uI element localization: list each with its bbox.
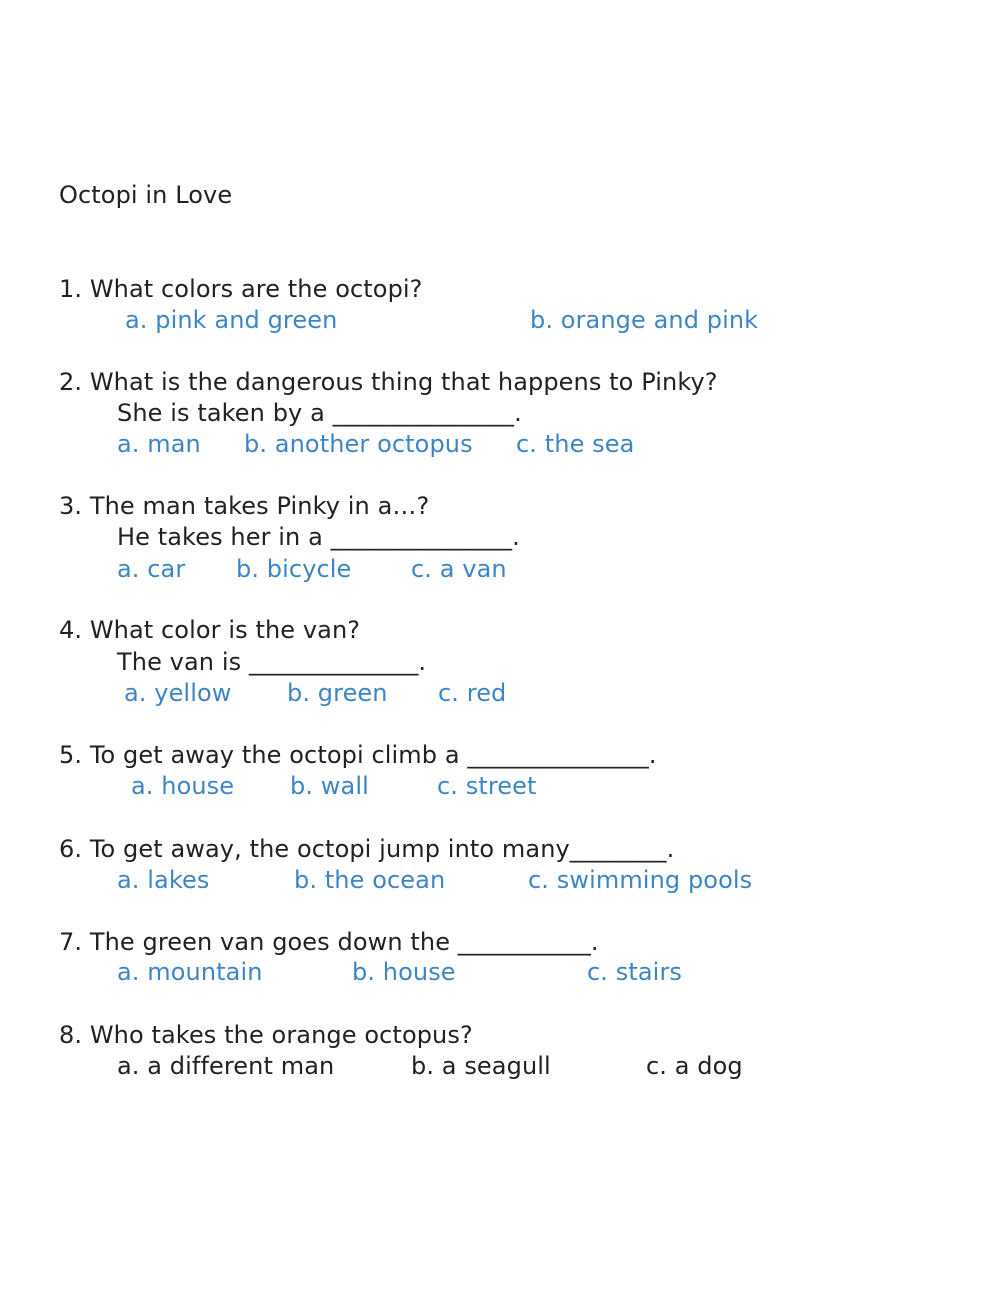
question-1-prompt: 1. What colors are the octopi? xyxy=(59,275,423,303)
question-7-option-b[interactable]: b. house xyxy=(352,958,456,986)
question-1-option-a[interactable]: a. pink and green xyxy=(125,306,338,334)
question-2-sentence: She is taken by a _______________. xyxy=(117,399,522,427)
question-3-sentence: He takes her in a _______________. xyxy=(117,523,520,551)
question-2-option-b[interactable]: b. another octopus xyxy=(244,430,473,458)
question-6-option-c[interactable]: c. swimming pools xyxy=(528,866,753,894)
question-6-option-b[interactable]: b. the ocean xyxy=(294,866,446,894)
question-6-prompt: 6. To get away, the octopi jump into many________. xyxy=(59,835,675,863)
question-4-option-b[interactable]: b. green xyxy=(287,679,388,707)
question-7-option-a[interactable]: a. mountain xyxy=(117,958,263,986)
question-8-option-b[interactable]: b. a seagull xyxy=(411,1052,551,1080)
question-4-option-a[interactable]: a. yellow xyxy=(124,679,232,707)
question-2-option-c[interactable]: c. the sea xyxy=(516,430,635,458)
question-3-prompt: 3. The man takes Pinky in a…? xyxy=(59,492,430,520)
question-7-prompt: 7. The green van goes down the ___________. xyxy=(59,928,599,956)
question-4-sentence: The van is ______________. xyxy=(117,648,427,676)
question-5-option-a[interactable]: a. house xyxy=(131,772,235,800)
question-1-option-b[interactable]: b. orange and pink xyxy=(530,306,759,334)
question-3-option-b[interactable]: b. bicycle xyxy=(236,555,352,583)
question-8-option-c[interactable]: c. a dog xyxy=(646,1052,743,1080)
question-4-prompt: 4. What color is the van? xyxy=(59,616,361,644)
question-5-option-b[interactable]: b. wall xyxy=(290,772,369,800)
question-5-option-c[interactable]: c. street xyxy=(437,772,537,800)
question-3-option-c[interactable]: c. a van xyxy=(411,555,507,583)
question-5-prompt: 5. To get away the octopi climb a _______________. xyxy=(59,741,657,769)
question-3-option-a[interactable]: a. car xyxy=(117,555,186,583)
question-4-option-c[interactable]: c. red xyxy=(438,679,507,707)
question-2-option-a[interactable]: a. man xyxy=(117,430,201,458)
worksheet-title: Octopi in Love xyxy=(59,181,233,209)
question-2-prompt: 2. What is the dangerous thing that happens to Pinky? xyxy=(59,368,718,396)
question-8-option-a[interactable]: a. a different man xyxy=(117,1052,335,1080)
question-6-option-a[interactable]: a. lakes xyxy=(117,866,210,894)
question-8-prompt: 8. Who takes the orange octopus? xyxy=(59,1021,473,1049)
question-7-option-c[interactable]: c. stairs xyxy=(587,958,683,986)
